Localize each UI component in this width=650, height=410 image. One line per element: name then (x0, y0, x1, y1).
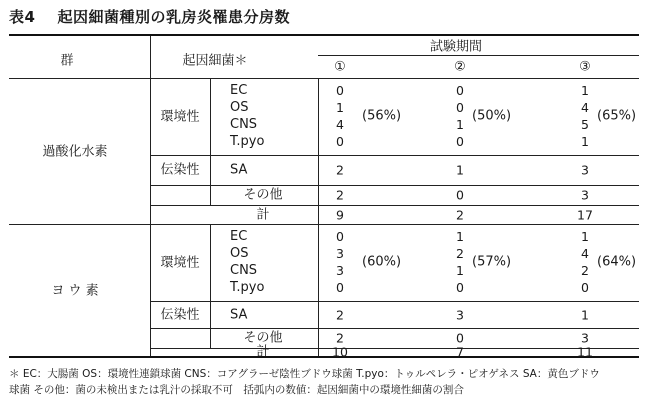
bacteria-name: T.pyo (230, 280, 265, 295)
row-divider (150, 348, 639, 349)
header-period: 試験期間 (429, 39, 483, 55)
bacteria-name: SA (230, 162, 248, 178)
table-cell: 3 (336, 263, 344, 278)
row-divider (150, 301, 639, 302)
bacteria-name: EC (230, 229, 248, 244)
table-cell: 3 (581, 330, 589, 346)
header-bottom-rule (9, 78, 639, 79)
table-cell: 3 (581, 162, 589, 178)
env-percent: (65%) (597, 108, 637, 123)
type-vline (210, 225, 211, 348)
table-cell: 2 (336, 330, 344, 346)
table-cell: 1 (581, 229, 589, 244)
bacteria-name: OS (230, 100, 249, 115)
table-cell: 0 (456, 330, 464, 346)
table-cell: 2 (456, 207, 464, 222)
row-divider (150, 155, 639, 156)
table-cell: 3 (336, 246, 344, 261)
env-percent: (50%) (472, 108, 512, 123)
table-cell: 3 (456, 307, 464, 322)
group-vline (150, 79, 151, 224)
table-cell: 9 (336, 207, 344, 222)
table-cell: 1 (581, 307, 589, 322)
header-divider (318, 55, 639, 56)
table-cell: 1 (456, 263, 464, 278)
footnote-line-1: ＊ EC：大腸菌 OS：環境性連鎖球菌 CNS：コアグラーゼ陰性ブドウ球菌 T.pyo：トゥルペレラ・ピオゲネス SA：黄色ブドウ (9, 368, 600, 380)
group-vline (150, 225, 151, 356)
table-cell: 17 (577, 207, 593, 222)
group-label: 過酸化水素 (42, 144, 108, 159)
table-cell: 0 (456, 100, 464, 115)
table-cell: 0 (456, 134, 464, 149)
table-cell: 1 (456, 117, 464, 132)
table-cell: 0 (456, 83, 464, 98)
other-label: その他 (243, 187, 283, 203)
table-cell: 2 (336, 307, 344, 322)
table-cell: 0 (456, 280, 464, 295)
table-cell: 11 (577, 344, 593, 360)
header-period-3: ③ (579, 59, 591, 75)
env-percent: (60%) (362, 254, 402, 269)
table-cell: 4 (581, 100, 589, 115)
bacteria-name: CNS (230, 263, 258, 278)
section-divider (9, 224, 639, 225)
table-cell: 2 (336, 162, 344, 178)
table-cell: 0 (336, 280, 344, 295)
table-cell: 1 (581, 83, 589, 98)
total-label: 計 (256, 344, 270, 360)
table-cell: 1 (456, 229, 464, 244)
top-rule (9, 34, 639, 36)
env-percent: (64%) (597, 254, 637, 269)
table-cell: 1 (581, 134, 589, 149)
footnote-line-2: 球菌 その他：菌の未検出または乳汁の採取不可 括弧内の数値：起因細菌中の環境性細菌の割合 (9, 384, 464, 396)
table-cell: 5 (581, 117, 589, 132)
bacteria-name: SA (230, 307, 248, 322)
table-cell: 4 (581, 246, 589, 261)
table-caption: 起因細菌種別の乳房炎罹患分房数 (57, 8, 290, 26)
table-cell: 7 (456, 344, 464, 360)
bottom-rule (9, 356, 639, 358)
data-vline (318, 225, 319, 356)
header-vline (150, 36, 151, 78)
total-label: 計 (256, 207, 270, 222)
footnote (9, 366, 645, 398)
type-vline (210, 79, 211, 205)
header-period-2: ② (454, 59, 466, 75)
bacteria-name: EC (230, 83, 248, 98)
row-divider (150, 185, 639, 186)
env-percent: (56%) (362, 108, 402, 123)
table-number: 表4 (9, 8, 36, 26)
header-period-1: ① (334, 59, 346, 75)
header-group: 群 (60, 53, 74, 69)
env-percent: (57%) (472, 254, 512, 269)
table-cell: 2 (456, 246, 464, 261)
data-vline (318, 79, 319, 224)
inf-type-label: 伝染性 (160, 162, 200, 178)
inf-type-label: 伝染性 (160, 307, 200, 322)
env-type-label: 環境性 (160, 109, 200, 125)
bacteria-name: T.pyo (230, 134, 265, 149)
table-cell: 10 (332, 344, 348, 360)
table-cell: 1 (336, 100, 344, 115)
table-cell: 1 (456, 162, 464, 178)
env-type-label: 環境性 (160, 255, 200, 271)
group-label: ヨ ウ 素 (51, 283, 99, 298)
table-cell: 0 (581, 280, 589, 295)
other-label: その他 (243, 330, 283, 346)
table-cell: 0 (336, 83, 344, 98)
table-cell: 2 (581, 263, 589, 278)
table-cell: 4 (336, 117, 344, 132)
header-bacteria: 起因細菌＊ (182, 53, 248, 69)
table-cell: 0 (456, 187, 464, 203)
bacteria-name: CNS (230, 117, 258, 132)
row-divider (150, 205, 639, 206)
table-title (9, 6, 290, 27)
table-cell: 0 (336, 229, 344, 244)
table-cell: 0 (336, 134, 344, 149)
table-cell: 2 (336, 187, 344, 203)
row-divider (150, 328, 639, 329)
bacteria-name: OS (230, 246, 249, 261)
table-cell: 3 (581, 187, 589, 203)
